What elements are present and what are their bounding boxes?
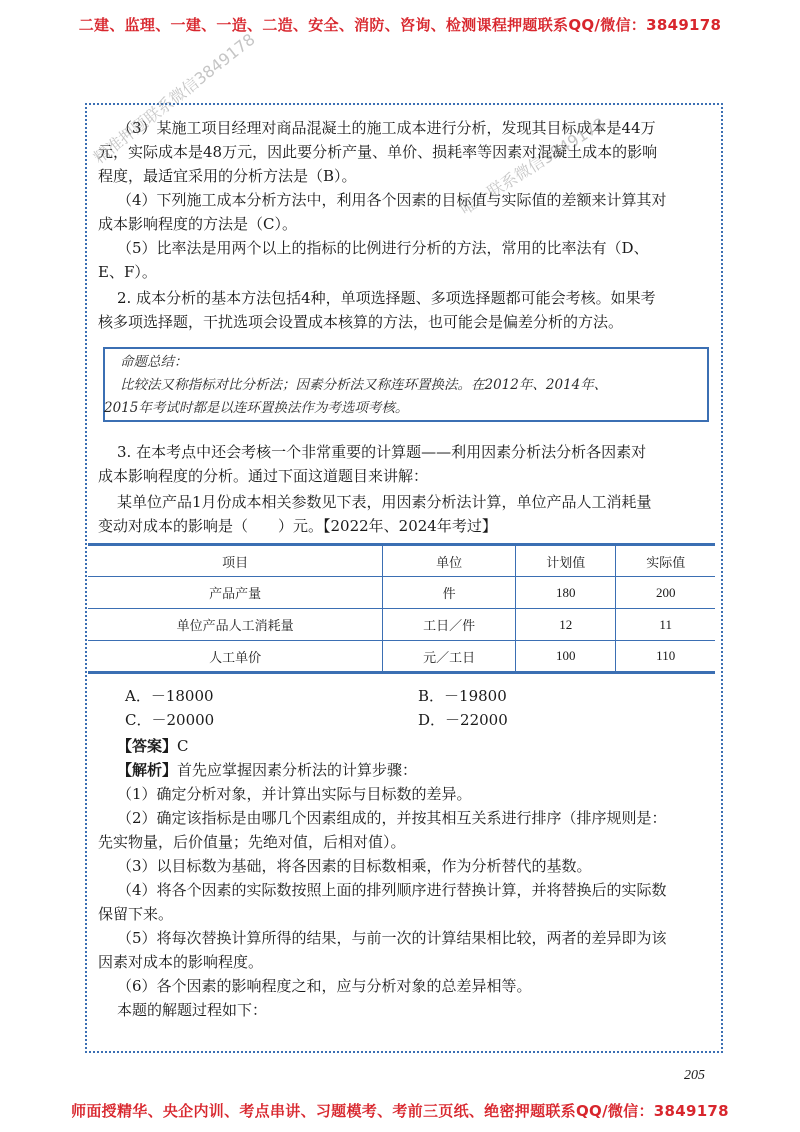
column-header: 单位 [383, 545, 516, 577]
analysis-label: 【解析】 [117, 761, 178, 779]
paragraph-line: E、F）。 [98, 263, 157, 281]
cost-parameter-table [88, 543, 715, 674]
paragraph-line: 元，实际成本是48万元，因此要分析产量、单价、损耗率等因素对混凝土成本的影响 [98, 143, 658, 161]
note-line: 2015年考试时都是以连环置换法作为考选项考核。 [104, 400, 409, 416]
table-cell: 110 [616, 641, 715, 673]
table-cell: 12 [516, 609, 616, 641]
analysis-line: （4）将各个因素的实际数按照上面的排列顺序进行替换计算，并将替换后的实际数 [117, 881, 667, 899]
column-header: 实际值 [616, 545, 715, 577]
table-cell: 11 [616, 609, 715, 641]
paragraph-line: （4）下列施工成本分析方法中，利用各个因素的目标值与实际值的差额来计算其对 [117, 191, 667, 209]
table-header-row [88, 545, 715, 577]
table-cell: 元／工日 [383, 641, 516, 673]
question-line: 变动对成本的影响是（ ）元。【2022年、2024年考过】 [98, 517, 497, 535]
analysis-intro-line [117, 760, 417, 780]
analysis-line: （1）确定分析对象，并计算出实际与目标数的差异。 [117, 785, 472, 803]
paragraph-line: 核多项选择题，干扰选项会设置成本核算的方法，也可能会是偏差分析的方法。 [98, 313, 624, 331]
table-cell: 人工单价 [88, 641, 383, 673]
option-a: A．－18000 [125, 687, 214, 705]
analysis-line: （6）各个因素的影响程度之和，应与分析对象的总差异相等。 [117, 977, 532, 995]
answer-label: 【答案】 [117, 737, 178, 755]
analysis-line: （3）以目标数为基础，将各因素的目标数相乘，作为分析替代的基数。 [117, 857, 592, 875]
table-cell: 单位产品人工消耗量 [88, 609, 383, 641]
answer-line [117, 736, 189, 756]
analysis-intro: 首先应掌握因素分析法的计算步骤： [177, 761, 418, 779]
watermark-text: 精准押题联系微信3849178 [89, 29, 259, 168]
table-cell: 100 [516, 641, 616, 673]
table-row [88, 609, 715, 641]
paragraph-line: （5）比率法是用两个以上的指标的比例进行分析的方法，常用的比率法有（D、 [117, 239, 649, 257]
question-line: 某单位产品1月份成本相关参数见下表，用因素分析法计算，单位产品人工消耗量 [117, 493, 652, 511]
table-cell: 200 [616, 577, 715, 609]
paragraph-line: 2. 成本分析的基本方法包括4种，单项选择题、多项选择题都可能会考核。如果考 [117, 289, 656, 307]
analysis-line: 因素对成本的影响程度。 [98, 953, 264, 971]
table-cell: 产品产量 [88, 577, 383, 609]
note-line: 比较法又称指标对比分析法；因素分析法又称连环置换法。在2012年、2014年、 [120, 377, 608, 393]
table-row [88, 577, 715, 609]
top-contact-banner: 二建、监理、一建、一造、二造、安全、消防、咨询、检测课程押题联系QQ/微信：3849178 [78, 16, 722, 34]
table-cell: 180 [516, 577, 616, 609]
table-row [88, 641, 715, 673]
note-title: 命题总结： [120, 354, 188, 370]
page-number: 205 [684, 1068, 705, 1083]
option-b: B．－19800 [418, 687, 507, 705]
answer-value: C [177, 737, 189, 755]
watermark-text: 唯一联系微信3849178 [456, 113, 609, 219]
table-cell: 件 [383, 577, 516, 609]
bottom-contact-banner: 师面授精华、央企内训、考点串讲、习题模考、考前三页纸、绝密押题联系QQ/微信：3849178 [71, 1102, 729, 1120]
paragraph-line: 成本影响程度的方法是（C）。 [98, 215, 297, 233]
analysis-line: （2）确定该指标是由哪几个因素组成的，并按其相互关系进行排序（排序规则是： [117, 809, 667, 827]
section-line: 3. 在本考点中还会考核一个非常重要的计算题——利用因素分析法分析各因素对 [117, 443, 647, 461]
analysis-line: （5）将每次替换计算所得的结果，与前一次的计算结果相比较，两者的差异即为该 [117, 929, 667, 947]
option-d: D．－22000 [418, 711, 508, 729]
analysis-line: 保留下来。 [98, 905, 174, 923]
paragraph-line: （3）某施工项目经理对商品混凝土的施工成本进行分析，发现其目标成本是44万 [117, 119, 656, 137]
paragraph-line: 程度，最适宜采用的分析方法是（B）。 [98, 167, 357, 185]
analysis-line: 本题的解题过程如下： [117, 1001, 268, 1019]
analysis-line: 先实物量，后价值量；先绝对值，后相对值）。 [98, 833, 406, 851]
section-line: 成本影响程度的分析。通过下面这道题目来讲解： [98, 467, 429, 485]
column-header: 项目 [88, 545, 383, 577]
column-header: 计划值 [516, 545, 616, 577]
option-c: C．－20000 [125, 711, 215, 729]
table-cell: 工日／件 [383, 609, 516, 641]
